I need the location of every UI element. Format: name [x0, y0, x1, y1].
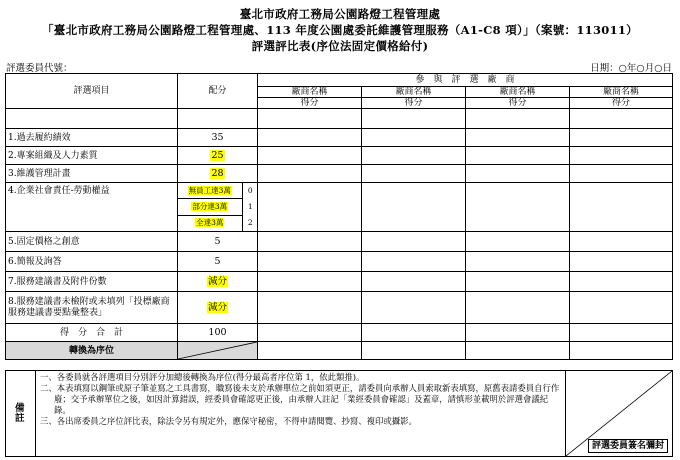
item-row-1-label: 1.過去履約績效 [6, 129, 178, 147]
score-cell[interactable] [570, 292, 673, 324]
total-value: 100 [178, 324, 258, 342]
score-cell[interactable] [570, 272, 673, 292]
labor-sub-3-val: 2 [242, 215, 258, 231]
total-cell[interactable] [362, 324, 466, 342]
score-cell[interactable] [258, 292, 362, 324]
item-row-6-alloc: 5 [178, 252, 258, 272]
rank-cell[interactable] [362, 342, 466, 360]
score-cell[interactable] [258, 272, 362, 292]
labor-sub-1-val: 0 [242, 183, 258, 199]
col-header-vendors: 參 與 評 選 廠 商 [258, 74, 673, 87]
labor-rights-subtable [178, 183, 258, 231]
score-cell[interactable] [258, 232, 362, 252]
score-cell[interactable] [362, 272, 466, 292]
item-row-4-label: 4.企業社會責任-勞動權益 [6, 183, 178, 232]
score-cell[interactable] [570, 252, 673, 272]
score-cell[interactable] [570, 232, 673, 252]
col-header-alloc: 配分 [178, 74, 258, 109]
score-cell[interactable] [466, 129, 570, 147]
vendor-name-4: 廠商名稱 [570, 87, 673, 98]
score-cell[interactable] [362, 165, 466, 183]
score-cell[interactable] [570, 165, 673, 183]
item-row-8-label: 8.服務建議書未檢附或未填列「投標廠商服務建議書要點彙整表」 [6, 292, 178, 324]
score-cell[interactable] [362, 232, 466, 252]
vendor-score-label-2: 得分 [362, 98, 466, 109]
item-row-5-alloc: 5 [178, 232, 258, 252]
score-cell[interactable] [362, 147, 466, 165]
labor-sub-2-val: 1 [242, 199, 258, 216]
agency-title: 臺北市政府工務局公園路燈工程管理處 [239, 7, 441, 21]
vendor-name-1: 廠商名稱 [258, 87, 362, 98]
total-cell[interactable] [466, 324, 570, 342]
table-spacer [6, 109, 178, 129]
score-cell[interactable] [362, 292, 466, 324]
labor-sub-2-label: 部分達3萬 [192, 202, 228, 211]
score-cell[interactable] [466, 165, 570, 183]
vendor-name-3: 廠商名稱 [466, 87, 570, 98]
rank-cell[interactable] [570, 342, 673, 360]
total-label: 得 分 合 計 [6, 324, 178, 342]
item-row-5-label: 5.固定價格之創意 [6, 232, 178, 252]
score-cell[interactable] [258, 183, 362, 232]
note-1: 一、各委員就各評選項目分別評分加總後轉換為序位(得分最高者序位第 1，依此類推)。 [40, 372, 365, 382]
score-cell[interactable] [466, 232, 570, 252]
labor-sub-1-label: 無員工達3萬 [188, 185, 231, 195]
notes-list [36, 371, 566, 457]
project-title: 「臺北市政府工務局公園路燈工程管理處、113 年度公園處委託維護管理服務（A1-C8 項）」（案號：113011） [42, 23, 638, 37]
vendor-name-2: 廠商名稱 [362, 87, 466, 98]
vendor-score-label-1: 得分 [258, 98, 362, 109]
score-cell[interactable] [466, 272, 570, 292]
signature-seal-label: 評選委員簽名彌封 [588, 439, 668, 453]
item-row-7-label: 7.服務建議書及附件份數 [6, 272, 178, 292]
rank-cell[interactable] [466, 342, 570, 360]
notes-table [5, 370, 673, 457]
score-cell[interactable] [466, 252, 570, 272]
rank-alloc-diagonal [178, 342, 258, 360]
item-row-1-alloc: 35 [178, 129, 258, 147]
scoring-table [5, 73, 673, 360]
score-cell[interactable] [258, 252, 362, 272]
score-cell[interactable] [258, 147, 362, 165]
total-cell[interactable] [570, 324, 673, 342]
notes-label: 備註 [6, 371, 36, 457]
note-2: 二、本表填寫以鋼筆或原子筆並寫之工具書寫，職寫後未支於承辦單位之前如須更正，請委員向承辦人員索取新表填寫，原舊表請委員自行作廢；交予承辦單位之後，如因計算錯誤，經委員會確認更正後，由承辦人註記「業經委員會確認」及蓋章，請慎形並載明於評選會議紀錄。 [40, 383, 560, 415]
item-row-3-label: 3.維護管理計畫 [6, 165, 178, 183]
vendor-score-label-3: 得分 [466, 98, 570, 109]
form-title: 評選評比表(序位法固定價格給付) [251, 39, 429, 53]
score-cell[interactable] [570, 129, 673, 147]
score-cell[interactable] [258, 165, 362, 183]
item-row-3-alloc: 28 [211, 167, 224, 179]
score-cell[interactable] [362, 252, 466, 272]
vendor-score-label-4: 得分 [570, 98, 673, 109]
score-cell[interactable] [466, 292, 570, 324]
signature-cell[interactable] [566, 371, 673, 457]
score-cell[interactable] [362, 129, 466, 147]
rank-cell[interactable] [258, 342, 362, 360]
item-row-2-alloc: 25 [211, 149, 224, 161]
note-3: 三、各出席委員之序位評比表，除法令另有規定外，應保守秘密，不得申請閱覽、抄寫、複印或攝影。 [40, 416, 417, 426]
labor-sub-3-label: 全達3萬 [196, 218, 224, 228]
score-cell[interactable] [466, 147, 570, 165]
labor-rights-subtable-cell [178, 183, 258, 232]
score-cell[interactable] [570, 147, 673, 165]
score-cell[interactable] [570, 183, 673, 232]
col-header-item: 評選項目 [6, 74, 178, 109]
score-cell[interactable] [258, 129, 362, 147]
score-cell[interactable] [362, 183, 466, 232]
score-cell[interactable] [466, 183, 570, 232]
item-row-7-alloc: 減分 [207, 275, 227, 287]
item-row-6-label: 6.簡報及詢答 [6, 252, 178, 272]
item-row-8-alloc: 減分 [207, 301, 227, 313]
total-cell[interactable] [258, 324, 362, 342]
item-row-2-label: 2.專案組織及人力素質 [6, 147, 178, 165]
evaluator-code-label: 評選委員代號： [6, 63, 73, 74]
date-label: 日期：○年○月○日 [590, 63, 672, 74]
rank-label: 轉換為序位 [6, 342, 178, 360]
